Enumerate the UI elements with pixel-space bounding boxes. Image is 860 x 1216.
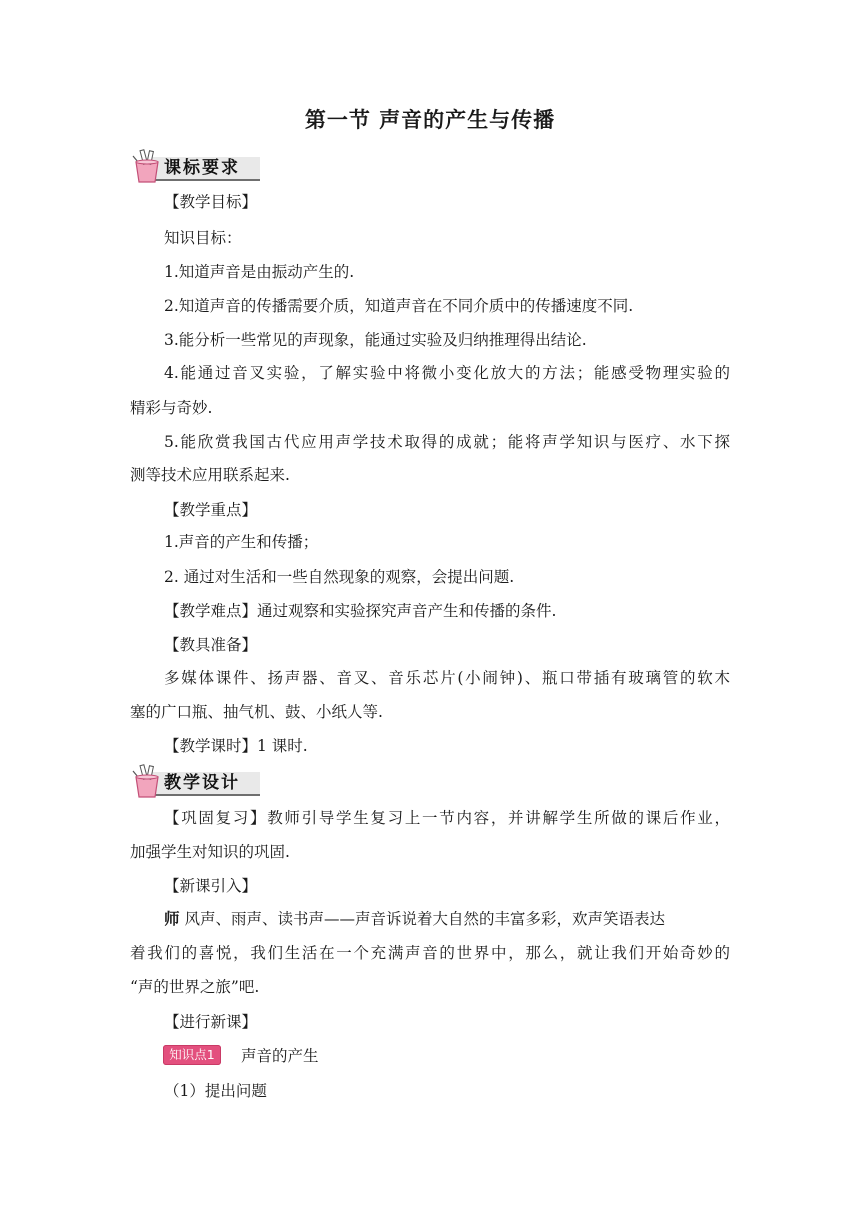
goal-5-line-1: 5.能欣赏我国古代应用声学技术取得的成就；能将声学知识与医疗、水下探 — [164, 433, 730, 451]
intro-line-3: “声的世界之旅”吧. — [130, 978, 260, 996]
tools-line-1: 多媒体课件、扬声器、音叉、音乐芯片(小闹钟)、瓶口带插有玻璃管的软木 — [164, 669, 730, 687]
knowledge-point-title: 声音的产生 — [241, 1047, 319, 1065]
goal-2: 2.知道声音的传播需要介质，知道声音在不同介质中的传播速度不同. — [164, 297, 634, 315]
goal-3: 3.能分析一些常见的声现象，能通过实验及归纳推理得出结论. — [164, 331, 587, 349]
hours: 【教学课时】1 课时. — [164, 737, 308, 755]
intro-text-1: 风声、雨声、读书声——声音诉说着大自然的丰富多彩，欢声笑语表达 — [179, 910, 665, 928]
pencil-cup-icon — [128, 763, 168, 801]
pencil-cup-icon — [128, 148, 168, 186]
goal-1: 1.知道声音是由振动产生的. — [164, 263, 355, 281]
knowledge-point-badge: 知识点1 — [163, 1045, 221, 1065]
teacher-mark: 师 — [164, 910, 180, 928]
step-1: （1）提出问题 — [164, 1082, 267, 1100]
key-1: 1.声音的产生和传播； — [164, 533, 319, 551]
review-line-1: 【巩固复习】教师引导学生复习上一节内容，并讲解学生所做的课后作业， — [164, 809, 730, 827]
difficulty: 【教学难点】通过观察和实验探究声音产生和传播的条件. — [164, 602, 557, 620]
section-label: 教学设计 — [164, 773, 240, 793]
section-label: 课标要求 — [164, 158, 240, 178]
goal-4-line-1: 4.能通过音叉实验，了解实验中将微小变化放大的方法；能感受物理实验的 — [164, 364, 730, 382]
intro-header: 【新课引入】 — [164, 877, 258, 895]
goal-5-line-2: 测等技术应用联系起来. — [130, 466, 290, 484]
section-header-standards — [128, 148, 263, 186]
tools-line-2: 塞的广口瓶、抽气机、鼓、小纸人等. — [130, 703, 383, 721]
knowledge-goal: 知识目标： — [164, 229, 242, 247]
review-line-2: 加强学生对知识的巩固. — [130, 843, 290, 861]
goal-header: 【教学目标】 — [164, 193, 258, 211]
tools-header: 【教具准备】 — [164, 636, 258, 654]
key-header: 【教学重点】 — [164, 501, 258, 519]
key-2: 2. 通过对生活和一些自然现象的观察，会提出问题. — [164, 568, 515, 586]
new-lesson-header: 【进行新课】 — [164, 1013, 258, 1031]
section-header-design — [128, 763, 263, 801]
intro-line-2: 着我们的喜悦，我们生活在一个充满声音的世界中，那么，就让我们开始奇妙的 — [130, 944, 730, 962]
page-title: 第一节 声音的产生与传播 — [304, 108, 556, 132]
intro-line-1 — [164, 908, 730, 930]
goal-4-line-2: 精彩与奇妙. — [130, 399, 213, 417]
